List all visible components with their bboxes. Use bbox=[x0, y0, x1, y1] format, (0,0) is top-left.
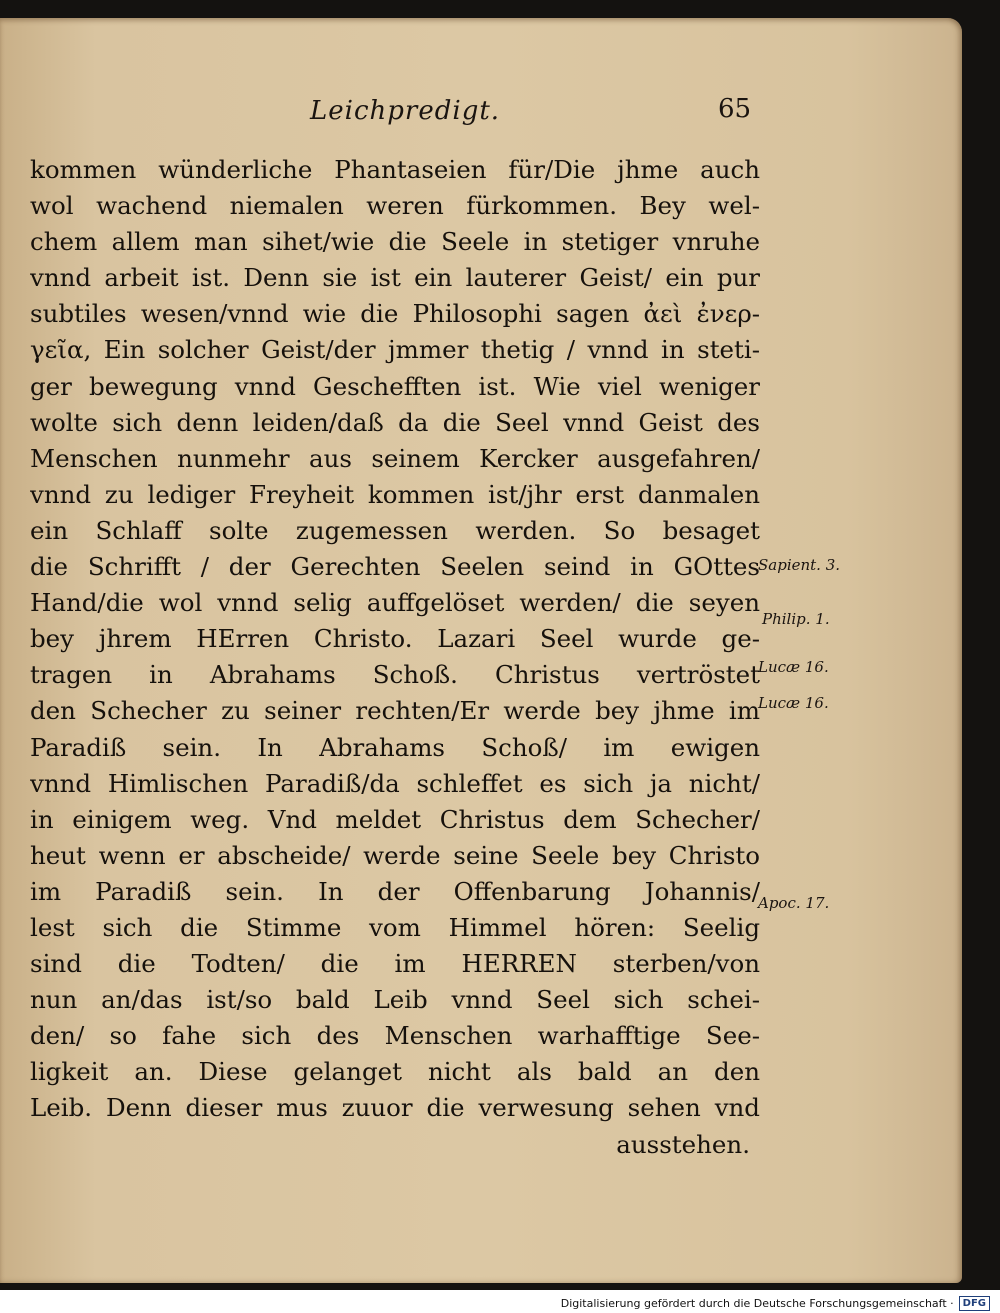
margin-note: Sapient. 3. bbox=[758, 556, 841, 574]
text-line: tragen in Abrahams Schoß. Christus vertröstet bbox=[30, 660, 760, 690]
text-line: Menschen nunmehr aus seinem Kercker ausgefahren/ bbox=[30, 443, 760, 473]
digitization-credit bbox=[561, 1296, 990, 1311]
text-line: ausstehen. bbox=[616, 1129, 750, 1159]
margin-note: Lucæ 16. bbox=[758, 658, 829, 676]
credit-text: Digitalisierung gefördert durch die Deutsche Forschungsgemeinschaft · bbox=[560, 1297, 954, 1310]
book-page bbox=[0, 18, 962, 1283]
body-text bbox=[30, 152, 760, 1163]
text-line: subtiles wesen/vnnd wie die Philosophi sagen ἀεὶ ἐνερ- bbox=[30, 299, 760, 329]
text-line: chem allem man sihet/wie die Seele in stetiger vnruhe bbox=[30, 227, 760, 257]
text-line: vnnd Himlischen Paradiß/da schleffet es sich ja nicht/ bbox=[30, 768, 760, 798]
text-line: kommen wünderliche Phantaseien für/Die jhme auch bbox=[30, 155, 760, 184]
text-line: in einigem weg. Vnd meldet Christus dem Schecher/ bbox=[30, 804, 760, 834]
text-line: wolte sich denn leiden/daß da die Seel vnnd Geist des bbox=[30, 407, 760, 437]
text-line: bey jhrem HErren Christo. Lazari Seel wurde ge- bbox=[30, 624, 760, 654]
running-head: Leichpredigt. bbox=[310, 96, 501, 126]
margin-note: Lucæ 16. bbox=[758, 694, 829, 712]
text-line: lest sich die Stimme vom Himmel hören: Seelig bbox=[30, 912, 760, 942]
text-line: γεῖα, Ein solcher Geist/der jmmer thetig / vnnd in steti- bbox=[30, 335, 760, 365]
text-line: Paradiß sein. In Abrahams Schoß/ im ewigen bbox=[30, 732, 760, 762]
text-line: heut wenn er abscheide/ werde seine Seele bey Christo bbox=[30, 840, 760, 870]
text-line: wol wachend niemalen weren fürkommen. Bey wel- bbox=[30, 191, 760, 221]
dfg-logo: DFG bbox=[959, 1296, 990, 1311]
margin-note: Apoc. 17. bbox=[758, 894, 830, 912]
text-line: die Schrifft / der Gerechten Seelen seind in GOttes bbox=[30, 552, 760, 582]
page-number: 65 bbox=[718, 94, 752, 124]
text-line: vnnd arbeit ist. Denn sie ist ein lauterer Geist/ ein pur bbox=[30, 263, 760, 293]
text-line: sind die Todten/ die im HERREN sterben/von bbox=[30, 949, 760, 979]
text-line: ein Schlaff solte zugemessen werden. So besaget bbox=[30, 515, 760, 545]
text-line: Hand/die wol vnnd selig auffgelöset werden/ die seyen bbox=[30, 588, 760, 618]
text-line: im Paradiß sein. In der Offenbarung Johannis/ bbox=[30, 876, 760, 906]
text-line: Leib. Denn dieser mus zuuor die verwesung sehen vnd bbox=[30, 1093, 760, 1123]
text-line: ger bewegung vnnd Geschefften ist. Wie viel weniger bbox=[30, 371, 760, 401]
text-line: den/ so fahe sich des Menschen warhafftige See- bbox=[30, 1021, 760, 1051]
margin-note: Philip. 1. bbox=[762, 610, 830, 628]
text-line: den Schecher zu seiner rechten/Er werde bey jhme im bbox=[30, 696, 760, 726]
text-line: ligkeit an. Diese gelanget nicht als bald an den bbox=[30, 1057, 760, 1087]
text-line: nun an/das ist/so bald Leib vnnd Seel sich schei- bbox=[30, 985, 760, 1015]
text-line: vnnd zu lediger Freyheit kommen ist/jhr erst danmalen bbox=[30, 479, 760, 509]
